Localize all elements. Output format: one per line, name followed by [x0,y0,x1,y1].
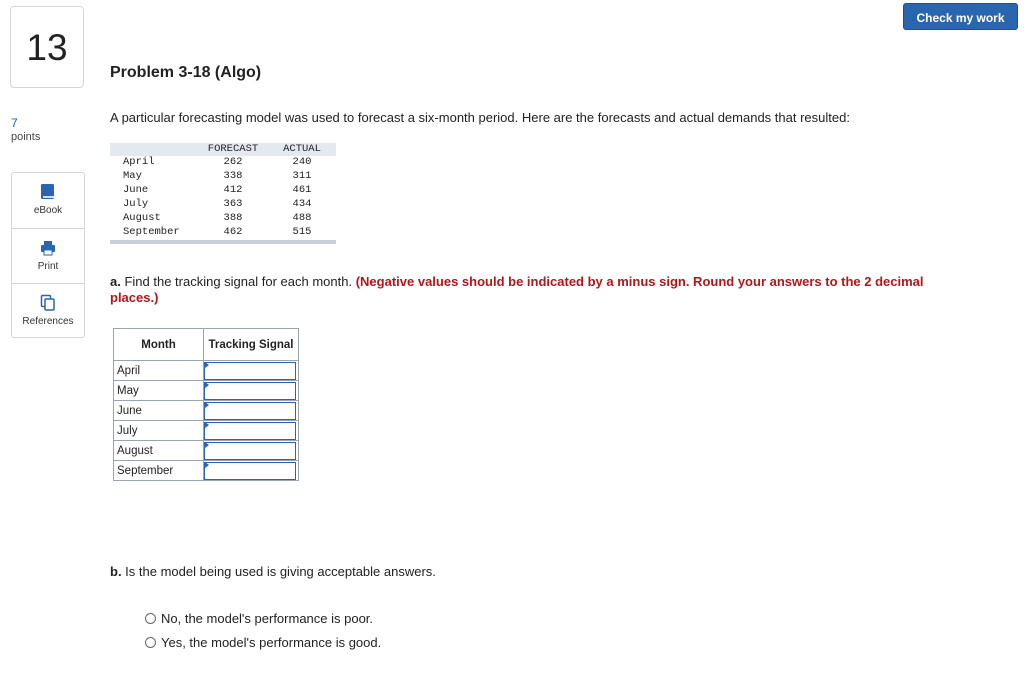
forecast-cell: 388 [223,212,243,224]
print-label: Print [37,261,59,272]
forecast-cell: 262 [223,156,243,168]
month-label: July [114,421,204,441]
option-no-label: No, the model's performance is poor. [161,611,374,626]
caret-icon [205,422,209,428]
caret-icon [205,462,209,468]
tracking-signal-input-june[interactable] [204,402,296,420]
ebook-label: eBook [33,205,63,216]
caret-icon [205,402,209,408]
table-row [110,184,336,198]
check-my-work-button[interactable]: Check my work [903,3,1018,30]
forecast-header: FORECAST [207,143,259,155]
table-row [110,212,336,226]
problem-intro: A particular forecasting model was used to forecast a six-month period. Here are the forecasts and actual demands that resulted: [110,110,850,125]
printer-icon [40,239,56,257]
forecast-cell: 412 [223,184,243,196]
copy-icon [40,294,56,312]
option-no-radio[interactable] [145,611,373,626]
tracking-signal-input-may[interactable] [204,382,296,400]
month-cell: May [123,170,142,182]
answer-cell [204,401,299,421]
month-label: September [114,461,204,481]
tracking-signal-input-july[interactable] [204,422,296,440]
option-yes-radio[interactable] [145,635,381,650]
month-label: May [114,381,204,401]
answer-cell [204,441,299,461]
tracking-signal-table [113,328,299,481]
part-b-prefix: b. [110,564,122,579]
table-row [110,170,336,184]
month-label: August [114,441,204,461]
month-column-header: Month [114,329,204,361]
points-value: 7 [11,116,18,130]
actual-cell: 488 [292,212,312,224]
radio-button[interactable] [145,637,156,648]
part-b-question [110,564,436,579]
part-a-question [110,274,940,306]
actual-cell: 240 [292,156,312,168]
actual-header: ACTUAL [283,143,321,155]
part-a-text: Find the tracking signal for each month. [120,274,356,289]
tracking-signal-column-header: Tracking Signal [204,329,299,361]
caret-icon [205,362,209,368]
month-cell: August [123,212,161,224]
question-number: 13 [10,6,84,88]
forecast-data-table [110,143,336,244]
data-table-header [110,143,336,156]
month-label: June [114,401,204,421]
actual-cell: 311 [292,170,312,182]
caret-icon [205,442,209,448]
answer-cell [204,461,299,481]
month-cell: April [123,156,155,168]
tracking-signal-input-september[interactable] [204,462,296,480]
month-cell: June [123,184,149,196]
table-row [110,156,336,170]
table-row [114,421,299,441]
forecast-cell: 363 [223,198,243,210]
table-row [114,381,299,401]
month-label: April [114,361,204,381]
problem-title: Problem 3-18 (Algo) [110,64,262,81]
table-row [110,226,336,240]
option-yes-label: Yes, the model's performance is good. [161,635,382,650]
table-row [114,441,299,461]
table-row [114,361,299,381]
part-a-prefix: a. [110,274,121,289]
references-label: References [22,316,74,327]
answer-cell [204,381,299,401]
month-cell: July [123,198,149,210]
actual-cell: 461 [292,184,312,196]
answer-cell [204,421,299,441]
actual-cell: 434 [292,198,312,210]
radio-button[interactable] [145,613,156,624]
book-icon [40,183,56,201]
ebook-button[interactable] [12,173,84,227]
table-row [114,401,299,421]
references-button[interactable] [12,283,84,338]
points-label: points [11,131,41,143]
month-cell: September [123,226,180,238]
answer-cell [204,361,299,381]
tracking-signal-input-april[interactable] [204,362,296,380]
table-row [110,198,336,212]
caret-icon [205,382,209,388]
forecast-cell: 338 [223,170,243,182]
table-row [114,461,299,481]
actual-cell: 515 [292,226,312,238]
part-a-instruction: (Negative values should be indicated by a minus sign. Round your answers to the 2 decimal places.) [110,274,924,305]
tool-panel [11,172,85,338]
tracking-signal-input-august[interactable] [204,442,296,460]
print-button[interactable] [12,228,84,283]
forecast-cell: 462 [223,226,243,238]
part-b-text: Is the model being used is giving acceptable answers. [121,564,436,579]
